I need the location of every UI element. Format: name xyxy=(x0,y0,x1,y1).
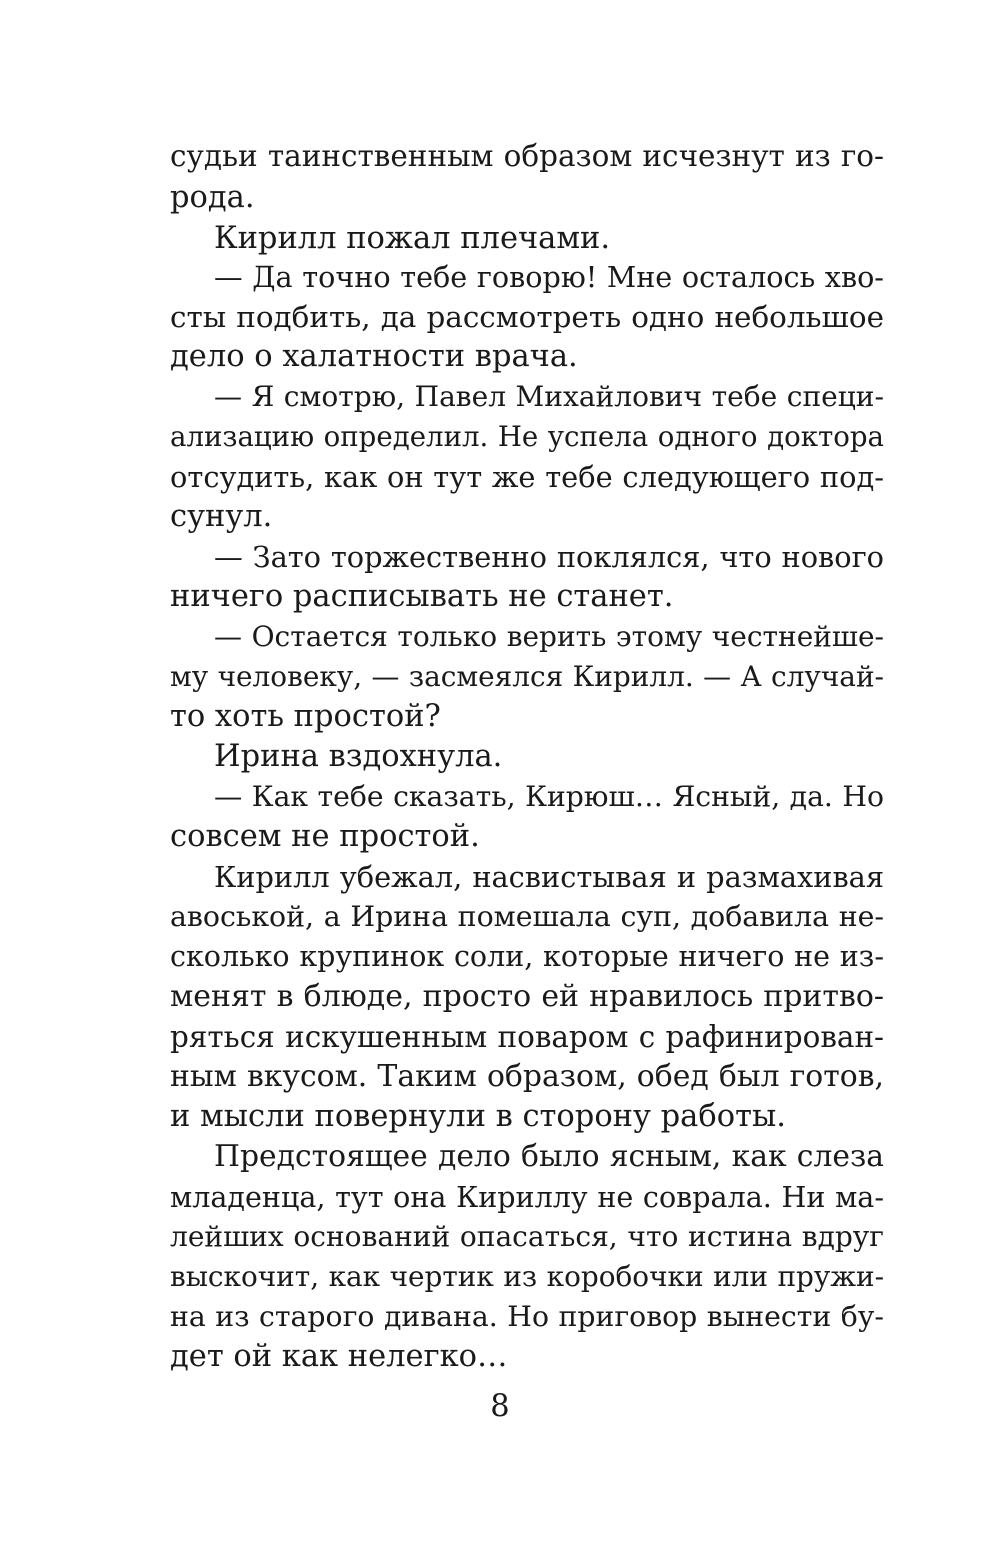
text-line: ряться искушенным поваром с рафинирован- xyxy=(170,1020,884,1054)
text-line: рода. xyxy=(170,180,255,215)
text-line: отсудить, как он тут же тебе следующего под- xyxy=(170,460,884,494)
text-line: менят в блюде, просто ей нравилось притво- xyxy=(170,979,884,1014)
text-line: — Остается только верить этому честнейше- xyxy=(214,620,884,653)
text-line: дело о халатности врача. xyxy=(170,339,578,374)
text-line: выскочит, как чертик из коробочки или пружи- xyxy=(170,1260,884,1293)
text-line: авоськой, а Ирина помешала суп, добавила не- xyxy=(170,900,884,933)
text-line: — Как тебе сказать, Кирюш… Ясный, да. Но xyxy=(214,780,884,813)
text-line: Кирилл пожал плечами. xyxy=(214,221,611,256)
text-line: совсем не простой. xyxy=(170,819,480,854)
text-line: ничего расписывать не станет. xyxy=(170,579,674,614)
text-line: Кирилл убежал, насвистывая и размахивая xyxy=(214,860,884,894)
text-line: и мысли повернули в сторону работы. xyxy=(170,1099,786,1134)
text-line: — Да точно тебе говорю! Мне осталось хво- xyxy=(214,260,884,294)
text-line: младенца, тут она Кириллу не соврала. Ни ма- xyxy=(170,1180,884,1214)
text-line: — Я смотрю, Павел Михайлович тебе специ- xyxy=(214,380,884,413)
text-line: Предстоящее дело было ясным, как слеза xyxy=(214,1139,884,1174)
text-line: лейших оснований опасаться, что истина вдруг xyxy=(170,1220,884,1253)
text-line: судьи таинственным образом исчезнут из го- xyxy=(170,139,884,173)
text-line: Ирина вздохнула. xyxy=(214,739,503,774)
text-line: ализацию определил. Не успела одного доктора xyxy=(170,420,884,453)
page-number: 8 xyxy=(490,1389,510,1424)
text-line: сколько крупинок соли, которые ничего не из- xyxy=(170,940,884,973)
text-line: сты подбить, да рассмотреть одно небольшое xyxy=(170,300,884,334)
text-line: дет ой как нелегко… xyxy=(170,1339,508,1374)
text-line: ным вкусом. Таким образом, обед был готов, xyxy=(170,1059,884,1094)
text-line: то хоть простой? xyxy=(170,699,441,734)
text-line: сунул. xyxy=(170,499,273,534)
text-line: му человеку, — засмеялся Кирилл. — А случай- xyxy=(170,660,884,693)
text-line: на из старого дивана. Но приговор вынести бу- xyxy=(170,1300,884,1333)
text-line: — Зато торжественно поклялся, что нового xyxy=(214,540,884,574)
